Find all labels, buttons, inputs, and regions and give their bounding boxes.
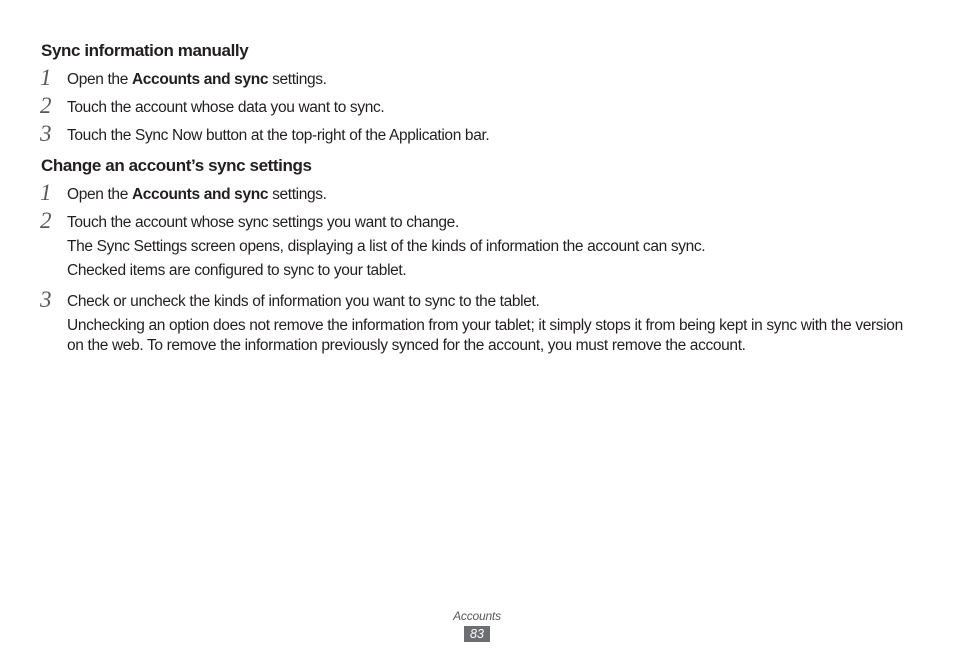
step-text: Touch the Sync Now button at the top-right of the Application bar. (67, 127, 490, 144)
step-number: 3 (40, 287, 52, 312)
step-text: Touch the account whose data you want to sync. (67, 99, 385, 116)
step-text (67, 70, 921, 90)
step-item (40, 65, 921, 90)
chapter-label: Accounts (453, 609, 501, 623)
step-number: 3 (40, 121, 52, 146)
step-number: 1 (40, 180, 52, 205)
step-note: The Sync Settings screen opens, displaying a list of the kinds of information the account can sync. (67, 238, 706, 255)
document-body (41, 40, 921, 356)
section-title: Change an account’s sync settings (41, 156, 312, 175)
step-note: Unchecking an option does not remove the information from your tablet; it simply stops it from being kept in sync with the version on the web. To remove the information previously synced for the account, you must remove the account. (67, 317, 903, 354)
step-item (40, 208, 921, 281)
step-item (40, 121, 921, 146)
step-number: 1 (40, 65, 52, 90)
step-item (40, 180, 921, 205)
page-footer (0, 608, 954, 643)
step-number: 2 (40, 208, 52, 233)
step-item (40, 93, 921, 118)
step-text-pre: Open the (67, 186, 132, 203)
step-text-pre: Open the (67, 71, 132, 88)
settings-name: Accounts and sync (131, 71, 269, 88)
settings-name: Accounts and sync (131, 186, 269, 203)
step-text-post: settings. (268, 71, 327, 88)
step-item (40, 287, 921, 356)
page-number: 83 (464, 626, 490, 642)
step-text: Touch the account whose sync settings you want to change. (67, 214, 459, 231)
step-text-post: settings. (268, 186, 327, 203)
step-text (67, 185, 921, 205)
section-title: Sync information manually (41, 41, 249, 60)
step-text: Check or uncheck the kinds of information you want to sync to the tablet. (67, 293, 540, 310)
step-number: 2 (40, 93, 52, 118)
step-note: Checked items are configured to sync to your tablet. (67, 262, 407, 279)
